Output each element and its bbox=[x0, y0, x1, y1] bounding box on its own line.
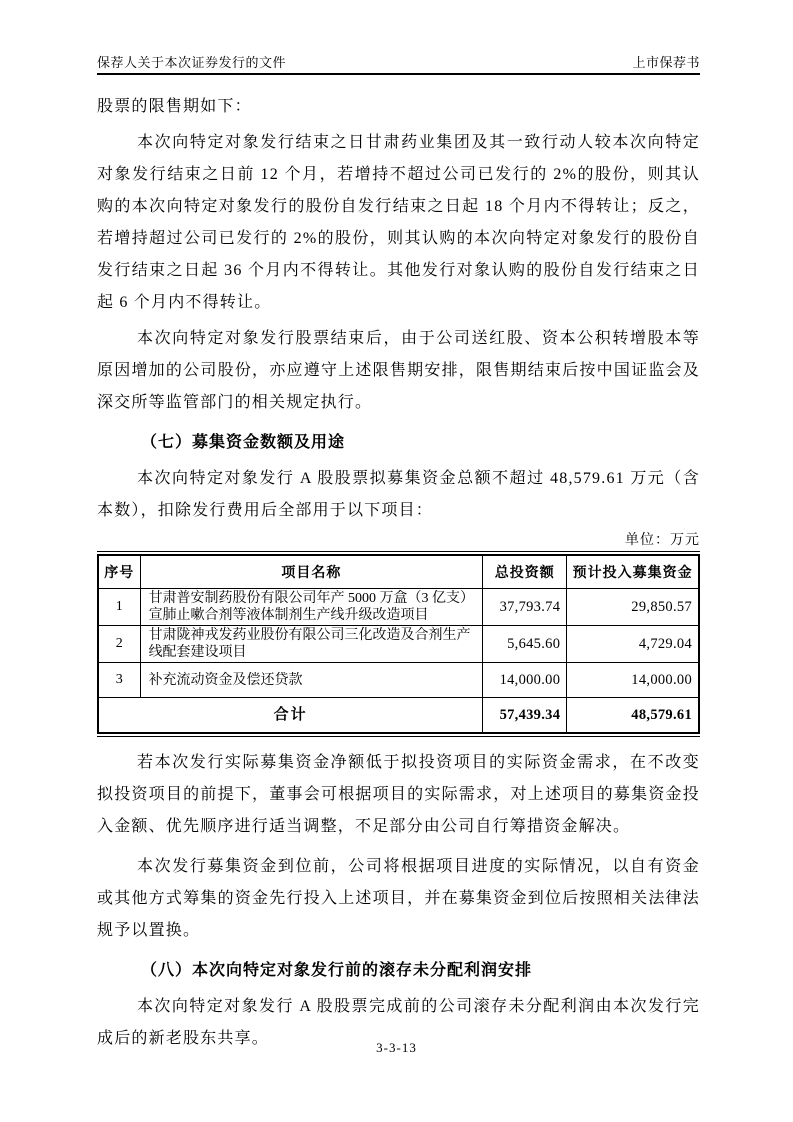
row-index: 2 bbox=[98, 626, 140, 663]
paragraph-retained-profit: 本次向特定对象发行 A 股股票完成前的公司滚存未分配利润由本次发行完成后的新老股东共享。 bbox=[97, 998, 700, 1047]
heading-section-8: （八）本次向特定对象发行前的滚存未分配利润安排 bbox=[141, 962, 533, 979]
header-left-title: 保荐人关于本次证券发行的文件 bbox=[97, 55, 287, 70]
paragraph-lockup-terms: 本次向特定对象发行结束之日甘肃药业集团及其一致行动人较本次向特定对象发行结束之日前 12 个月，若增持不超过公司已发行的 2%的股份，则其认购的本次向特定对象发行的股份自发行结束之日起 18 个月内不得转让；反之，若增持超过公司已发行的 2%的股份，则其认购的本次向特定对象发行的股份自发行结束之日起 36 个月内不得转让。其他发行对象认购的股份自发行结束之日起 6 个月内不得转让。 bbox=[97, 134, 700, 311]
heading-section-7: （七）募集资金数额及用途 bbox=[141, 434, 346, 451]
total-investment-value: 14,000.00 bbox=[483, 663, 567, 698]
col-header-project-name: 项目名称 bbox=[140, 555, 483, 589]
table-header-row bbox=[98, 555, 699, 589]
table-total-row bbox=[98, 698, 699, 734]
paragraph-raise-amount: 本次向特定对象发行 A 股股票拟募集资金总额不超过 48,579.61 万元（含本数），扣除发行费用后全部用于以下项目： bbox=[97, 470, 700, 519]
table-row bbox=[98, 663, 699, 698]
project-name: 甘肃陇神戎发药业股份有限公司三化改造及合剂生产线配套建设项目 bbox=[140, 626, 483, 663]
raised-funds-value: 4,729.04 bbox=[567, 626, 699, 663]
project-name: 补充流动资金及偿还贷款 bbox=[140, 663, 483, 698]
total-investment-value: 37,793.74 bbox=[483, 589, 567, 626]
paragraph-lockup-intro: 股票的限售期如下： bbox=[97, 98, 252, 115]
total-investment-sum: 57,439.34 bbox=[483, 698, 567, 734]
paragraph-bonus-shares: 本次向特定对象发行股票结束后，由于公司送红股、资本公积转增股本等原因增加的公司股份，亦应遵守上述限售期安排，限售期结束后按中国证监会及深交所等监管部门的相关规定执行。 bbox=[97, 330, 700, 411]
row-index: 3 bbox=[98, 663, 140, 698]
table-row bbox=[98, 589, 699, 626]
total-label: 合计 bbox=[98, 698, 483, 734]
page-number: 3-3-13 bbox=[376, 1040, 417, 1055]
raised-funds-value: 14,000.00 bbox=[567, 663, 699, 698]
row-index: 1 bbox=[98, 589, 140, 626]
use-of-proceeds-table bbox=[97, 551, 700, 737]
paragraph-pre-funding: 本次发行募集资金到位前，公司将根据项目进度的实际情况，以自有资金或其他方式筹集的资金先行投入上述项目，并在募集资金到位后按照相关法律法规予以置换。 bbox=[97, 858, 700, 939]
paragraph-shortfall-arrangement: 若本次发行实际募集资金净额低于拟投资项目的实际资金需求，在不改变拟投资项目的前提下，董事会可根据项目的实际需求，对上述项目的募集资金投入金额、优先顺序进行适当调整，不足部分由公司自行筹措资金解决。 bbox=[97, 754, 700, 835]
table-unit-note: 单位：万元 bbox=[625, 533, 700, 548]
document-body bbox=[97, 91, 700, 1055]
project-name: 甘肃普安制药股份有限公司年产 5000 万盒（3 亿支）宣肺止嗽合剂等液体制剂生产线升级改造项目 bbox=[140, 589, 483, 626]
col-header-planned-raised-funds: 预计投入募集资金 bbox=[567, 555, 699, 589]
col-header-total-investment: 总投资额 bbox=[483, 555, 567, 589]
table-row bbox=[98, 626, 699, 663]
proceeds-table bbox=[97, 554, 700, 734]
page-header bbox=[97, 55, 700, 75]
total-investment-value: 5,645.60 bbox=[483, 626, 567, 663]
col-header-index: 序号 bbox=[98, 555, 140, 589]
raised-funds-value: 29,850.57 bbox=[567, 589, 699, 626]
raised-funds-sum: 48,579.61 bbox=[567, 698, 699, 734]
header-right-title: 上市保荐书 bbox=[632, 55, 700, 70]
